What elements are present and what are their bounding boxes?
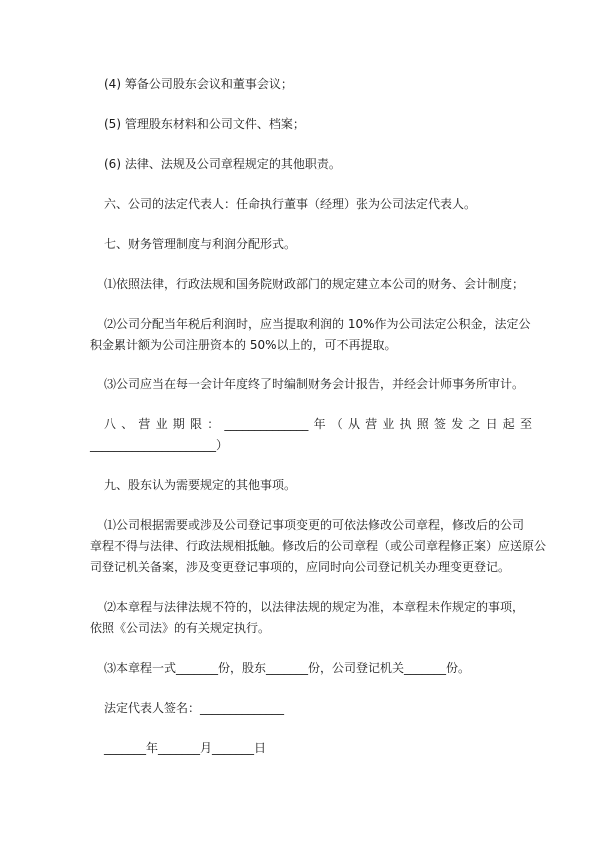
other-item-2-line-1: ⑵本章程与法律法规不符的，以法律法规的规定为准，本章程未作规定的事项， — [104, 600, 525, 614]
other-item-3-copies: ⑶本章程一式_______份，股东_______份，公司登记机关_______份。 — [104, 661, 471, 675]
finance-item-1: ⑴依照法律，行政法规和国务院财政部门的规定建立本公司的财务、会计制度； — [104, 277, 525, 291]
duty-item-6: (6) 法律、法规及公司章程规定的其他职责。 — [104, 157, 341, 171]
duty-item-4: (4) 筹备公司股东会议和董事会议； — [104, 77, 293, 91]
section-9-heading: 九、股东认为需要规定的其他事项。 — [104, 478, 297, 492]
finance-item-2-line-1: ⑵公司分配当年税后利润时，应当提取利润的 10%作为公司法定公积金，法定公 — [104, 317, 531, 331]
finance-item-3: ⑶公司应当在每一会计年度终了时编制财务会计报告，并经会计师事务所审计。 — [104, 377, 525, 391]
section-7-heading: 七、财务管理制度与利润分配形式。 — [104, 237, 297, 251]
other-item-2-line-2: 依照《公司法》的有关规定执行。 — [90, 621, 271, 635]
other-item-1-line-2: 章程不得与法律、行政法规相抵触。修改后的公司章程（或公司章程修正案）应送原公 — [90, 539, 547, 553]
other-item-1-line-1: ⑴公司根据需要或涉及公司登记事项变更的可依法修改公司章程，修改后的公司 — [104, 518, 525, 532]
other-item-1-line-3: 司登记机关备案，涉及变更登记事项的，应同时向公司登记机关办理变更登记。 — [90, 560, 511, 574]
section-6-legal-representative: 六、公司的法定代表人：任命执行董事（经理）张为公司法定代表人。 — [104, 197, 477, 211]
section-8-business-term: 八、营业期限：______________年（从营业执照签发之日起至 — [104, 417, 532, 431]
signature-date: _______年_______月_______日 — [104, 741, 267, 755]
finance-item-2-line-2: 积金累计额为公司注册资本的 50%以上的，可不再提取。 — [90, 338, 397, 352]
duty-item-5: (5) 管理股东材料和公司文件、档案； — [104, 117, 305, 131]
legal-representative-signature: 法定代表人签名：______________ — [104, 701, 285, 715]
section-8-business-term-end: _____________________） — [90, 438, 229, 452]
